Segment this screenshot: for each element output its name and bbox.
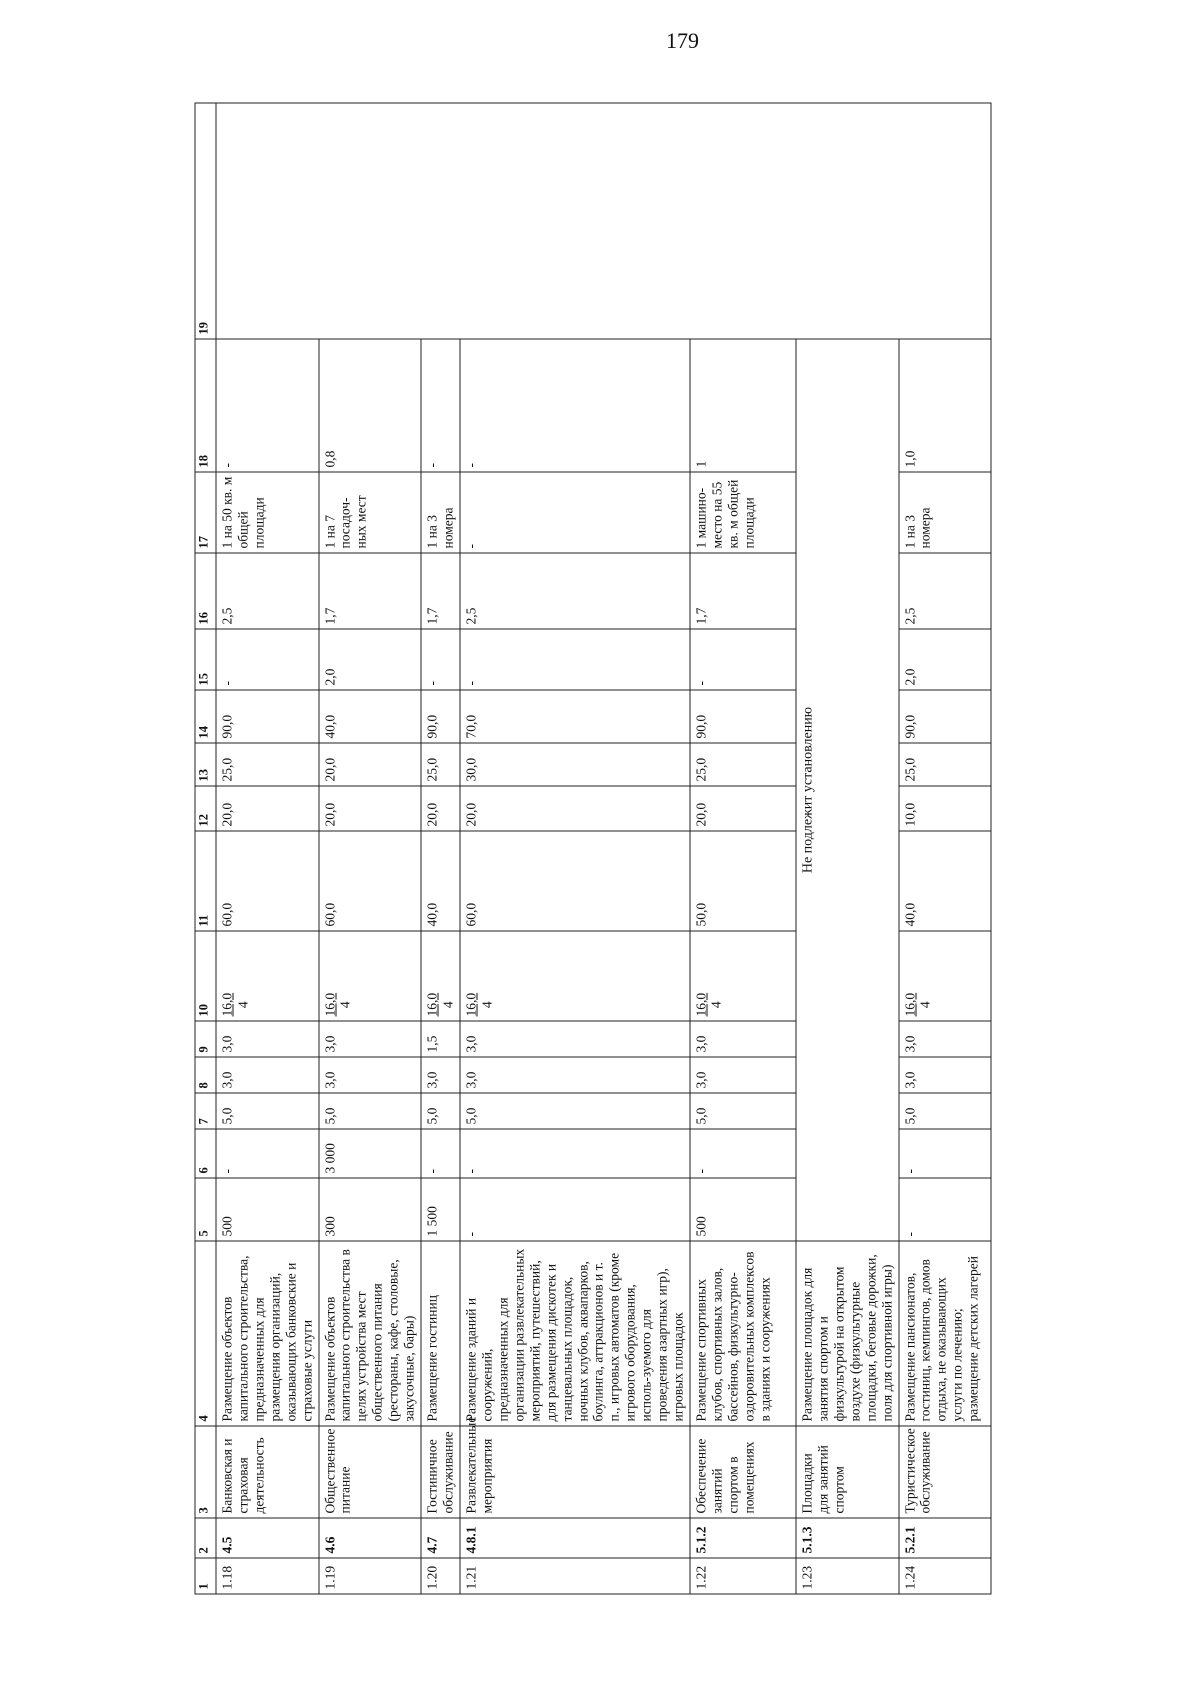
header-cell: 8 <box>195 1057 216 1093</box>
table-cell: 0,8 <box>319 339 422 472</box>
header-cell: 5 <box>195 1178 216 1241</box>
activity-name: Развлекательные мероприятия <box>460 1426 690 1518</box>
header-cell: 3 <box>195 1426 216 1518</box>
fraction-top: 16,0 <box>693 992 709 1017</box>
table-cell: - <box>460 1178 690 1241</box>
table-cell: - <box>899 1129 991 1178</box>
fraction-cell <box>460 931 690 1021</box>
table-cell: 3,0 <box>421 1057 460 1093</box>
table-body <box>195 103 991 1594</box>
table-cell: 40,0 <box>319 690 422 743</box>
table-cell: 1,7 <box>421 553 460 629</box>
table-cell: - <box>460 629 690 690</box>
row-number: 1.21 <box>460 1558 690 1594</box>
empty-column-19 <box>216 103 991 339</box>
fraction-bottom: 4 <box>440 1001 456 1009</box>
fraction-cell <box>319 931 422 1021</box>
fraction-cell <box>899 931 991 1021</box>
fraction-cell <box>421 931 460 1021</box>
page-number: 179 <box>666 28 699 53</box>
table-cell: 25,0 <box>421 743 460 786</box>
row-number: 1.18 <box>216 1558 319 1594</box>
header-cell: 16 <box>195 553 216 629</box>
row-number: 1.23 <box>796 1558 899 1594</box>
row-number: 1.20 <box>421 1558 460 1594</box>
table-cell: 5,0 <box>319 1093 422 1129</box>
fraction-cell <box>690 931 796 1021</box>
activity-description: Размещение площадок для занятия спортом и физкультурой на открытом воздухе (физкультурные площадки, беговые дорожки, поля для спортивной игры) <box>796 1241 899 1426</box>
header-cell: 19 <box>195 103 216 339</box>
table-cell: - <box>421 1129 460 1178</box>
header-cell: 7 <box>195 1093 216 1129</box>
header-cell: 6 <box>195 1129 216 1178</box>
fraction-top: 16,0 <box>424 992 440 1017</box>
table-cell: 1,5 <box>421 1021 460 1057</box>
header-cell: 17 <box>195 472 216 553</box>
row-number: 1.19 <box>319 1558 422 1594</box>
table-cell: 25,0 <box>899 743 991 786</box>
table-cell: 20,0 <box>690 786 796 831</box>
table-cell: 1,7 <box>319 553 422 629</box>
header-cell: 14 <box>195 690 216 743</box>
table-cell: 5,0 <box>690 1093 796 1129</box>
row-number: 1.24 <box>899 1558 991 1594</box>
table-cell: 2,5 <box>460 553 690 629</box>
header-cell: 13 <box>195 743 216 786</box>
table-cell: 3 000 <box>319 1129 422 1178</box>
header-cell: 4 <box>195 1241 216 1426</box>
table-cell: 20,0 <box>216 786 319 831</box>
activity-description: Размещение объектов капитального строительства, предназначенных для размещения организаций, оказывающих банковские и страховые услуги <box>216 1241 319 1426</box>
rotated-table-frame <box>195 104 981 1595</box>
table-cell: - <box>460 1129 690 1178</box>
table-cell: 3,0 <box>899 1021 991 1057</box>
table-cell: - <box>421 629 460 690</box>
table-cell: 20,0 <box>460 786 690 831</box>
table-cell: 25,0 <box>690 743 796 786</box>
activity-name: Обеспечение занятий спортом в помещениях <box>690 1426 796 1518</box>
header-cell: 2 <box>195 1518 216 1558</box>
parking-norm-cell: 1 на 3 номера <box>899 472 991 553</box>
header-row <box>195 103 216 1594</box>
table-cell: 60,0 <box>319 831 422 931</box>
table-cell: 60,0 <box>216 831 319 931</box>
parking-norm-cell: 1 на 50 кв. м общей площади <box>216 472 319 553</box>
activity-description: Размещение гостиниц <box>421 1241 460 1426</box>
activity-name: Площадки для занятий спортом <box>796 1426 899 1518</box>
table-cell: 2,0 <box>899 629 991 690</box>
table-cell: 5,0 <box>421 1093 460 1129</box>
fraction-bottom: 4 <box>235 1001 251 1009</box>
table-cell: 90,0 <box>421 690 460 743</box>
header-cell: 9 <box>195 1021 216 1057</box>
table-cell: - <box>216 1129 319 1178</box>
activity-description: Размещение объектов капитального строительства в целях устройства мест общественного питания (рестораны, кафе, столовые, закусочные, бары) <box>319 1241 422 1426</box>
fraction-top: 16,0 <box>902 992 917 1017</box>
table-cell: - <box>690 1129 796 1178</box>
activity-name: Банковская и страховая деятельность <box>216 1426 319 1518</box>
parking-norm-cell: - <box>460 472 690 553</box>
row-number: 1.22 <box>690 1558 796 1594</box>
table-cell: 1 500 <box>421 1178 460 1241</box>
table-cell: - <box>216 629 319 690</box>
table-cell: 3,0 <box>690 1021 796 1057</box>
activity-name: Гостиничное обслуживание <box>421 1426 460 1518</box>
table-cell: 10,0 <box>899 786 991 831</box>
header-cell: 11 <box>195 831 216 931</box>
fraction-top: 16,0 <box>463 992 479 1017</box>
table-cell: 500 <box>690 1178 796 1241</box>
activity-code: 4.5 <box>216 1518 319 1558</box>
fraction-bottom: 4 <box>479 1001 495 1009</box>
table-cell: 3,0 <box>216 1057 319 1093</box>
table-cell: 3,0 <box>319 1057 422 1093</box>
table-cell: 90,0 <box>690 690 796 743</box>
activity-description: Размещение зданий и сооружений, предназначенных для организации развлекательных мероприятий, путешествий, для размещения дискотек и танцевальных площадок, ночных клубов, аквапарков, боулинга, аттракционов и т. п., игровых автоматов (кроме игрового оборудования, исполь-зуемого для проведения азартных игр), игровых площадок <box>460 1241 690 1426</box>
activity-code: 5.1.3 <box>796 1518 899 1558</box>
table-cell: 20,0 <box>421 786 460 831</box>
fraction-top: 16,0 <box>322 992 338 1017</box>
header-cell: 1 <box>195 1558 216 1594</box>
table-cell: 3,0 <box>690 1057 796 1093</box>
table-cell: 40,0 <box>421 831 460 931</box>
table-cell: 3,0 <box>899 1057 991 1093</box>
fraction-cell <box>216 931 319 1021</box>
activity-code: 4.7 <box>421 1518 460 1558</box>
parking-norm-cell: 1 машино-место на 55 кв. м общей площади <box>690 472 796 553</box>
activity-code: 5.1.2 <box>690 1518 796 1558</box>
table-cell: 3,0 <box>319 1021 422 1057</box>
header-cell: 15 <box>195 629 216 690</box>
table-cell: 40,0 <box>899 831 991 931</box>
activity-name: Туристическое обслуживание <box>899 1426 991 1518</box>
table-cell: 3,0 <box>216 1021 319 1057</box>
table-cell: 90,0 <box>216 690 319 743</box>
table-cell: 20,0 <box>319 786 422 831</box>
table-cell: 2,5 <box>899 553 991 629</box>
table-cell: 5,0 <box>460 1093 690 1129</box>
regulations-table <box>195 103 992 1595</box>
table-cell: 2,0 <box>319 629 422 690</box>
table-cell: 500 <box>216 1178 319 1241</box>
table-cell: - <box>460 339 690 472</box>
table-cell: 1,7 <box>690 553 796 629</box>
table-cell: 30,0 <box>460 743 690 786</box>
table-cell: 3,0 <box>460 1021 690 1057</box>
table-cell: 20,0 <box>319 743 422 786</box>
activity-code: 5.2.1 <box>899 1518 991 1558</box>
table-cell: 60,0 <box>460 831 690 931</box>
table-cell: 1,0 <box>899 339 991 472</box>
fraction-bottom: 4 <box>708 1001 724 1009</box>
table-cell: 3,0 <box>460 1057 690 1093</box>
not-applicable-merged-cell: Не подлежит установлению <box>796 339 899 1241</box>
table-cell: 90,0 <box>899 690 991 743</box>
table-cell: 70,0 <box>460 690 690 743</box>
activity-description: Размещение спортивных клубов, спортивных залов, бассейнов, физкультурно-оздоровительных комплексов в зданиях и сооружениях <box>690 1241 796 1426</box>
table-cell: 25,0 <box>216 743 319 786</box>
activity-code: 4.6 <box>319 1518 422 1558</box>
parking-norm-cell: 1 на 3 номера <box>421 472 460 553</box>
header-cell: 12 <box>195 786 216 831</box>
table-cell: 2,5 <box>216 553 319 629</box>
fraction-bottom: 4 <box>917 1001 933 1009</box>
activity-code: 4.8.1 <box>460 1518 690 1558</box>
table-cell: - <box>421 339 460 472</box>
parking-norm-cell: 1 на 7 посадоч-ных мест <box>319 472 422 553</box>
table-cell: - <box>216 339 319 472</box>
table-cell: 300 <box>319 1178 422 1241</box>
table-cell: - <box>690 629 796 690</box>
header-cell: 18 <box>195 339 216 472</box>
table-cell: 1 <box>690 339 796 472</box>
table-cell: 5,0 <box>216 1093 319 1129</box>
table-cell: - <box>899 1178 991 1241</box>
table-row <box>216 103 319 1594</box>
activity-description: Размещение пансионатов, гостиниц, кемпингов, домов отдыха, не оказывающих услуги по лечению; размещение детских лагерей <box>899 1241 991 1426</box>
header-cell: 10 <box>195 931 216 1021</box>
table-cell: 5,0 <box>899 1093 991 1129</box>
table-cell: 50,0 <box>690 831 796 931</box>
activity-name: Общественное питание <box>319 1426 422 1518</box>
fraction-top: 16,0 <box>219 992 235 1017</box>
fraction-bottom: 4 <box>337 1001 353 1009</box>
